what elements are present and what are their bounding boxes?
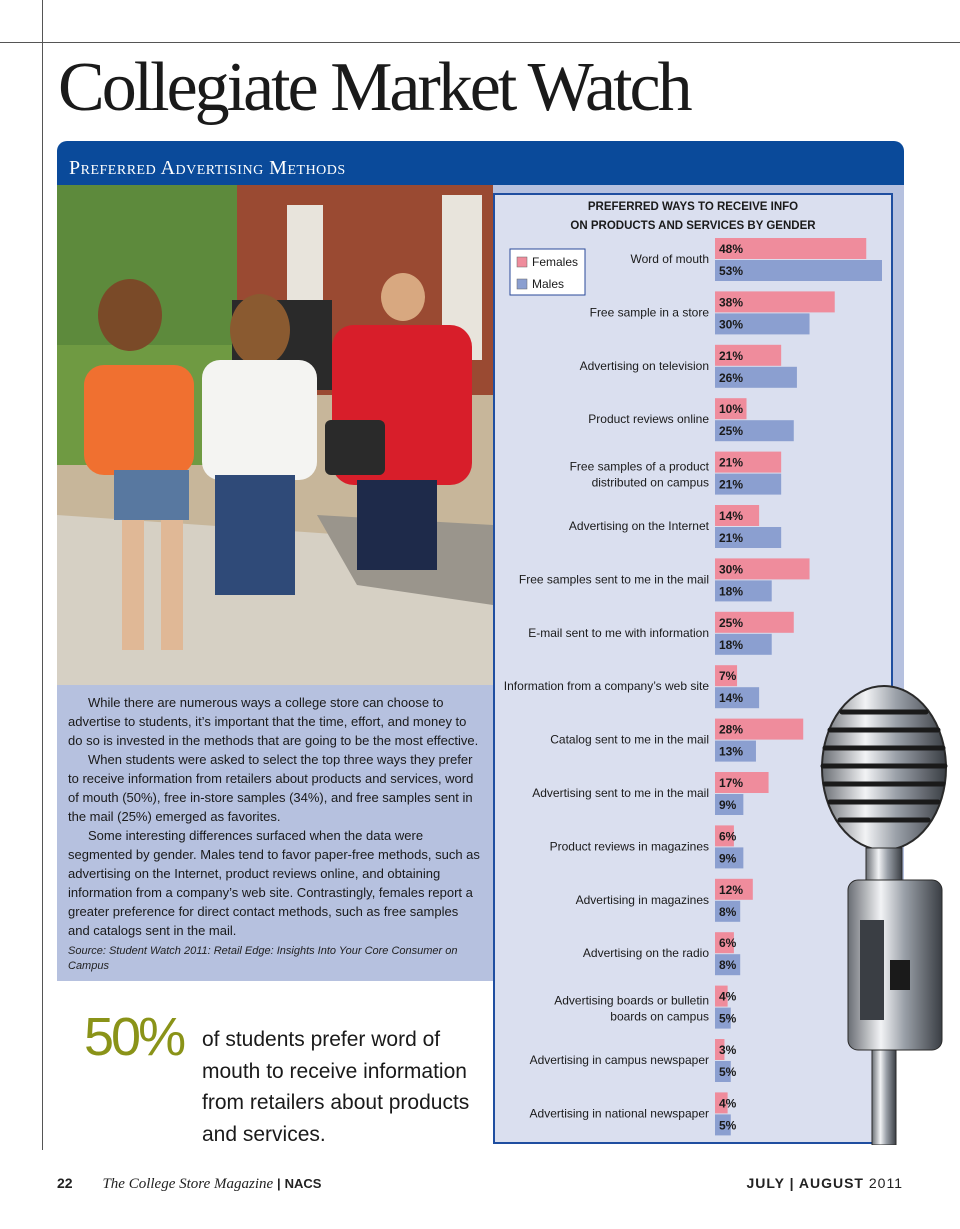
article-paragraph: While there are numerous ways a college store can choose to advertise to students, it’s important that the time, effort, and money to do so is invested in the methods that are going to be the most effective. xyxy=(68,695,479,748)
footer-left xyxy=(57,1175,321,1193)
bar-value-label: 25% xyxy=(719,615,744,630)
bar-value-label: 21% xyxy=(719,477,744,492)
category-label: Advertising boards or bulletin xyxy=(554,993,709,1008)
page-title: Collegiate Market Watch xyxy=(58,49,690,126)
source-note: Source: Student Watch 2011: Retail Edge: Insights Into Your Core Consumer on Campus xyxy=(68,945,458,972)
category-label: Free samples of a product xyxy=(569,459,709,474)
section-title: Preferred Advertising Methods xyxy=(69,157,346,179)
footer-separator: | xyxy=(277,1176,281,1191)
category-label: boards on campus xyxy=(610,1009,709,1024)
bar-value-label: 14% xyxy=(719,509,744,523)
bar-value-label: 21% xyxy=(719,348,744,363)
page-number: 22 xyxy=(57,1175,73,1191)
bar-value-label: 8% xyxy=(719,958,737,973)
bar-value-label: 17% xyxy=(719,776,744,790)
bar-value-label: 53% xyxy=(719,264,744,278)
legend-label-males: Males xyxy=(532,277,565,291)
bar-value-label: 7% xyxy=(719,669,737,684)
bar-value-label: 26% xyxy=(719,370,744,385)
category-label: Free samples sent to me in the mail xyxy=(518,572,709,587)
bar-value-label: 28% xyxy=(719,722,744,737)
article-paragraph: Some interesting differences surfaced when the data were segmented by gender. Males tend to favor paper-free methods, such as advertising on the Internet, product reviews online, and obtaining information from a company’s web site. Contrastingly, females report a greater preference for direct contact methods, such as free samples and catalogs sent in the mail. xyxy=(68,828,480,938)
bar-value-label: 5% xyxy=(719,1118,737,1133)
category-label: Advertising in national newspaper xyxy=(529,1106,709,1121)
bar-value-label: 18% xyxy=(719,584,744,599)
bar-value-label: 21% xyxy=(719,531,744,545)
chart-title-line-2: ON PRODUCTS AND SERVICES BY GENDER xyxy=(570,220,816,232)
category-label: Product reviews online xyxy=(588,412,709,427)
issue-year: 2011 xyxy=(868,1175,903,1191)
chart-title-line-1: PREFERRED WAYS TO RECEIVE INFO xyxy=(587,201,799,213)
category-label: Information from a company’s web site xyxy=(503,679,709,694)
callout-text: of students prefer word of mouth to receive information from retailers about products and services. xyxy=(202,1028,470,1146)
category-label: Word of mouth xyxy=(630,252,709,266)
category-label: Advertising on the radio xyxy=(582,946,709,961)
bar-value-label: 8% xyxy=(719,904,737,919)
category-label: Advertising in magazines xyxy=(575,892,709,907)
article-body xyxy=(68,693,483,940)
article-paragraph: When students were asked to select the top three ways they prefer to receive information from retailers about products and services, word of mouth (50%), free in-store samples (34%), and free samples sent in the mail (25%) emerged as favorites. xyxy=(68,752,474,824)
section-header-bar xyxy=(57,141,904,185)
bar-value-label: 30% xyxy=(719,317,744,332)
bar-value-label: 18% xyxy=(719,637,744,652)
category-label: Advertising on television xyxy=(579,358,709,373)
publisher-name: NACS xyxy=(284,1176,322,1191)
bar-value-label: 12% xyxy=(719,882,744,897)
footer-right xyxy=(746,1175,903,1191)
bar-value-label: 48% xyxy=(719,242,744,256)
left-rule xyxy=(42,0,43,1150)
bar-value-label: 3% xyxy=(719,1043,737,1057)
students-photo xyxy=(57,185,493,685)
bar-value-label: 4% xyxy=(719,1096,737,1111)
top-rule xyxy=(0,42,960,43)
bar-value-label: 10% xyxy=(719,402,744,417)
legend-label-females: Females xyxy=(532,255,579,269)
microphone-image xyxy=(812,680,960,1145)
category-label: Advertising sent to me in the mail xyxy=(532,786,709,800)
bar-value-label: 5% xyxy=(719,1011,737,1026)
bar-value-label: 9% xyxy=(719,798,737,812)
bar-value-label: 9% xyxy=(719,851,737,866)
bar-value-label: 5% xyxy=(719,1065,737,1079)
category-label: Free sample in a store xyxy=(589,305,709,320)
category-label: Advertising in campus newspaper xyxy=(529,1053,709,1067)
issue-months: JULY | AUGUST xyxy=(746,1175,864,1191)
category-label: Catalog sent to me in the mail xyxy=(550,732,709,747)
legend-swatch-males xyxy=(517,279,527,289)
bar-value-label: 21% xyxy=(719,455,744,470)
category-label: distributed on campus xyxy=(591,475,709,490)
magazine-name: The College Store Magazine xyxy=(102,1176,274,1192)
bar-value-label: 13% xyxy=(719,744,744,759)
bar-value-label: 25% xyxy=(719,424,744,439)
legend-swatch-females xyxy=(517,257,527,267)
bar-value-label: 6% xyxy=(719,829,737,844)
bar-value-label: 6% xyxy=(719,936,737,951)
category-label: Advertising on the Internet xyxy=(568,519,709,533)
bar-value-label: 30% xyxy=(719,562,744,577)
category-label: Product reviews in magazines xyxy=(549,839,709,854)
callout-number: 50% xyxy=(84,1007,184,1067)
bar-value-label: 38% xyxy=(719,295,744,310)
bar-value-label: 4% xyxy=(719,989,737,1004)
category-label: E-mail sent to me with information xyxy=(528,625,709,640)
bar-value-label: 14% xyxy=(719,691,744,706)
